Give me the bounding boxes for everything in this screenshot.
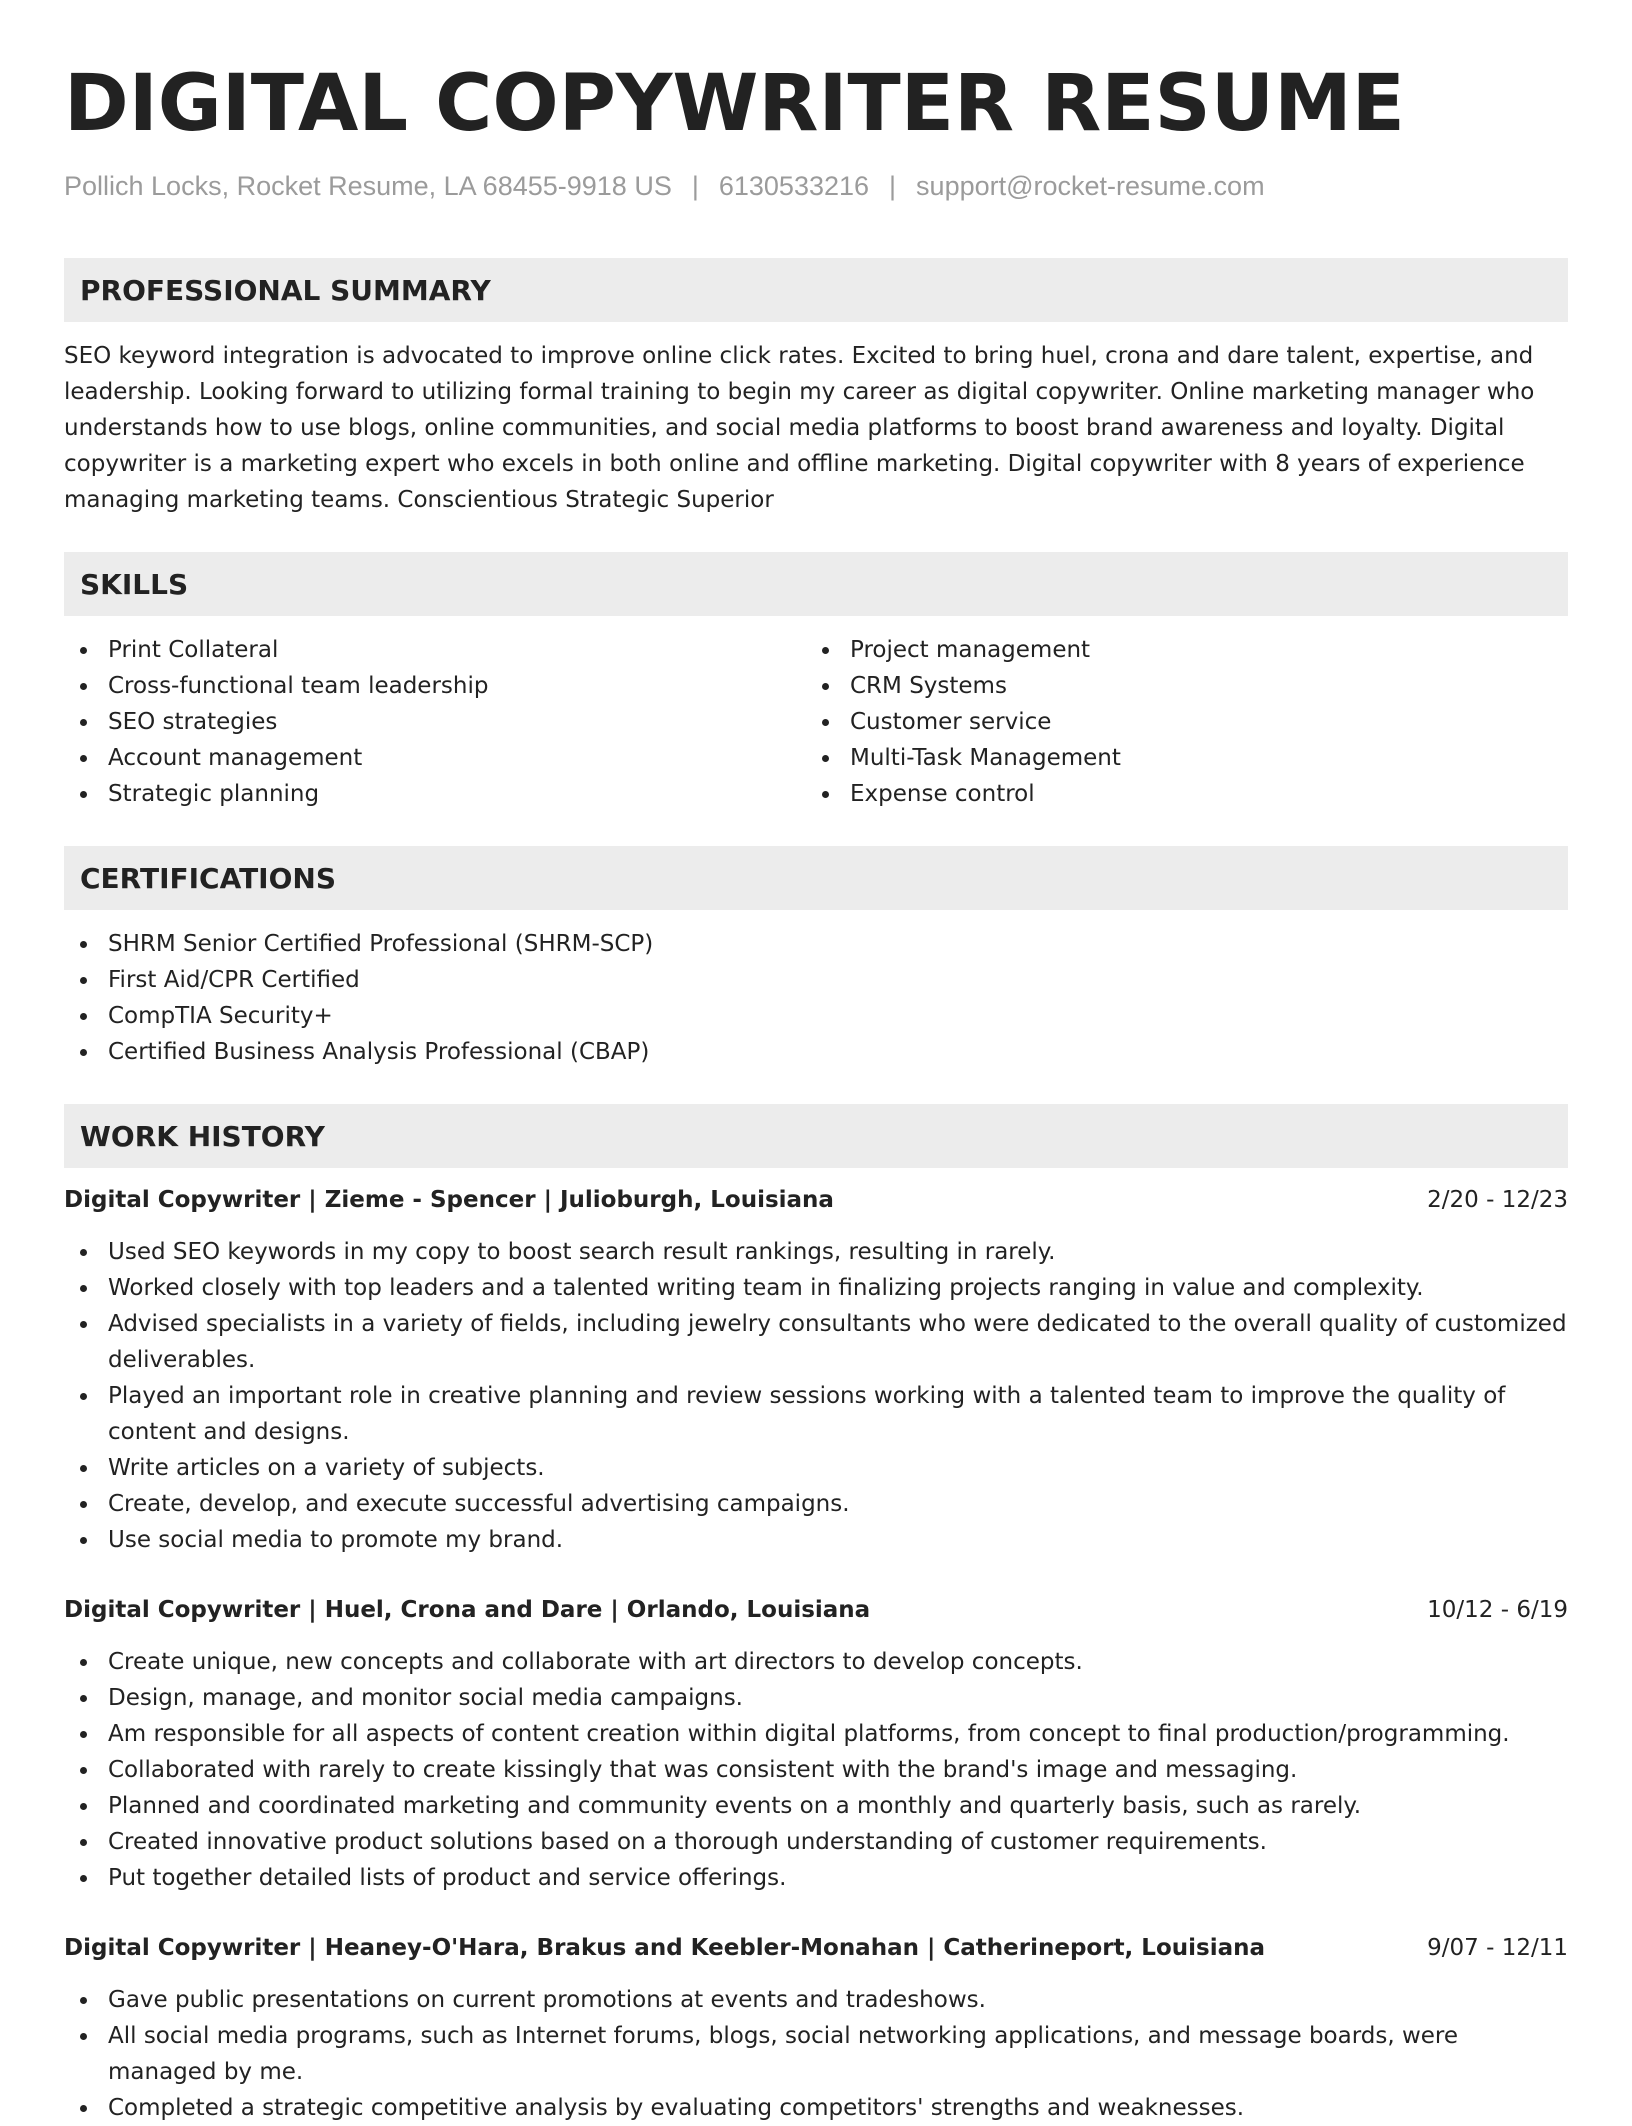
- job-bullet: Write articles on a variety of subjects.: [64, 1450, 1568, 1486]
- job-title: Digital Copywriter | Zieme - Spencer | Julioburgh, Louisiana: [64, 1187, 834, 1213]
- skills-grid: [64, 632, 1568, 812]
- job-entry: [64, 1182, 1568, 1558]
- job-dates: 9/07 - 12/11: [1427, 1935, 1568, 1961]
- job-bullet: Am responsible for all aspects of content creation within digital platforms, from concept to final production/programming.: [64, 1716, 1568, 1752]
- certification-item: First Aid/CPR Certified: [64, 962, 1568, 998]
- skill-item: CRM Systems: [806, 668, 1548, 704]
- skill-item: Account management: [64, 740, 806, 776]
- contact-separator: |: [691, 171, 699, 201]
- certification-item: SHRM Senior Certified Professional (SHRM-SCP): [64, 926, 1568, 962]
- skill-item: Multi-Task Management: [806, 740, 1548, 776]
- job-bullets: [64, 1644, 1568, 1896]
- job-bullet: Design, manage, and monitor social media campaigns.: [64, 1680, 1568, 1716]
- job-bullet: All social media programs, such as Internet forums, blogs, social networking applications, and message boards, were managed by me.: [64, 2018, 1568, 2090]
- job-bullet: Worked closely with top leaders and a talented writing team in finalizing projects ranging in value and complexity.: [64, 1270, 1568, 1306]
- job-bullet: Use social media to promote my brand.: [64, 1522, 1568, 1558]
- job-bullet: Put together detailed lists of product and service offerings.: [64, 1860, 1568, 1896]
- job-header: [64, 1930, 1568, 1966]
- resume-page: [64, 56, 1568, 2126]
- job-header: [64, 1592, 1568, 1628]
- job-bullet: Create, develop, and execute successful advertising campaigns.: [64, 1486, 1568, 1522]
- contact-separator: |: [889, 171, 897, 201]
- certifications-list: [64, 926, 1568, 1070]
- contact-address: Pollich Locks, Rocket Resume, LA 68455-9918 US: [64, 171, 672, 201]
- job-bullets: [64, 1234, 1568, 1558]
- job-title: Digital Copywriter | Huel, Crona and Dare | Orlando, Louisiana: [64, 1597, 871, 1623]
- certification-item: CompTIA Security+: [64, 998, 1568, 1034]
- resume-title: DIGITAL COPYWRITER RESUME: [64, 59, 1405, 149]
- job-bullet: Gave public presentations on current promotions at events and tradeshows.: [64, 1982, 1568, 2018]
- job-header: [64, 1182, 1568, 1218]
- job-bullet: Played an important role in creative planning and review sessions working with a talented team to improve the quality of content and designs.: [64, 1378, 1568, 1450]
- skill-item: Strategic planning: [64, 776, 806, 812]
- job-entry: [64, 1592, 1568, 1896]
- summary-text: SEO keyword integration is advocated to improve online click rates. Excited to bring huel, crona and dare talent, expertise, and leadership. Looking forward to utilizing formal training to begin my career as digital copywriter. Online marketing manager who understands how to use blogs, online communities, and social media platforms to boost brand awareness and loyalty. Digital copywriter is a marketing expert who excels in both online and offline marketing. Digital copywriter with 8 years of experience managing marketing teams. Conscientious Strategic Superior: [64, 343, 1535, 513]
- skill-item: SEO strategies: [64, 704, 806, 740]
- skill-item: Cross-functional team leadership: [64, 668, 806, 704]
- summary-heading: PROFESSIONAL SUMMARY: [64, 258, 1568, 322]
- job-bullet: Advised specialists in a variety of fields, including jewelry consultants who were dedicated to the overall quality of customized deliverables.: [64, 1306, 1568, 1378]
- skill-item: Expense control: [806, 776, 1548, 812]
- certification-item: Certified Business Analysis Professional (CBAP): [64, 1034, 1568, 1070]
- job-bullet: Created innovative product solutions based on a thorough understanding of customer requirements.: [64, 1824, 1568, 1860]
- job-bullet: Used SEO keywords in my copy to boost search result rankings, resulting in rarely.: [64, 1234, 1568, 1270]
- work-history-heading: WORK HISTORY: [64, 1104, 1568, 1168]
- skills-heading: SKILLS: [64, 552, 1568, 616]
- job-bullets: [64, 1982, 1568, 2126]
- job-entry: [64, 1930, 1568, 2126]
- skill-item: Customer service: [806, 704, 1548, 740]
- job-bullet: Collaborated with rarely to create kissingly that was consistent with the brand's image and messaging.: [64, 1752, 1568, 1788]
- skills-column-left: [64, 632, 806, 812]
- job-bullet: Create unique, new concepts and collaborate with art directors to develop concepts.: [64, 1644, 1568, 1680]
- skills-column-right: [806, 632, 1548, 812]
- contact-email: support@rocket-resume.com: [916, 171, 1265, 201]
- skill-item: Print Collateral: [64, 632, 806, 668]
- job-dates: 2/20 - 12/23: [1427, 1187, 1568, 1213]
- certifications-heading: CERTIFICATIONS: [64, 846, 1568, 910]
- contact-phone: 6130533216: [718, 171, 870, 201]
- skill-item: Project management: [806, 632, 1548, 668]
- contact-line: [64, 168, 1568, 204]
- job-bullet: Planned and coordinated marketing and community events on a monthly and quarterly basis, such as rarely.: [64, 1788, 1568, 1824]
- job-dates: 10/12 - 6/19: [1427, 1597, 1568, 1623]
- job-title: Digital Copywriter | Heaney-O'Hara, Brakus and Keebler-Monahan | Catherineport, Louisiana: [64, 1935, 1266, 1961]
- job-bullet: Completed a strategic competitive analysis by evaluating competitors' strengths and weaknesses.: [64, 2090, 1568, 2126]
